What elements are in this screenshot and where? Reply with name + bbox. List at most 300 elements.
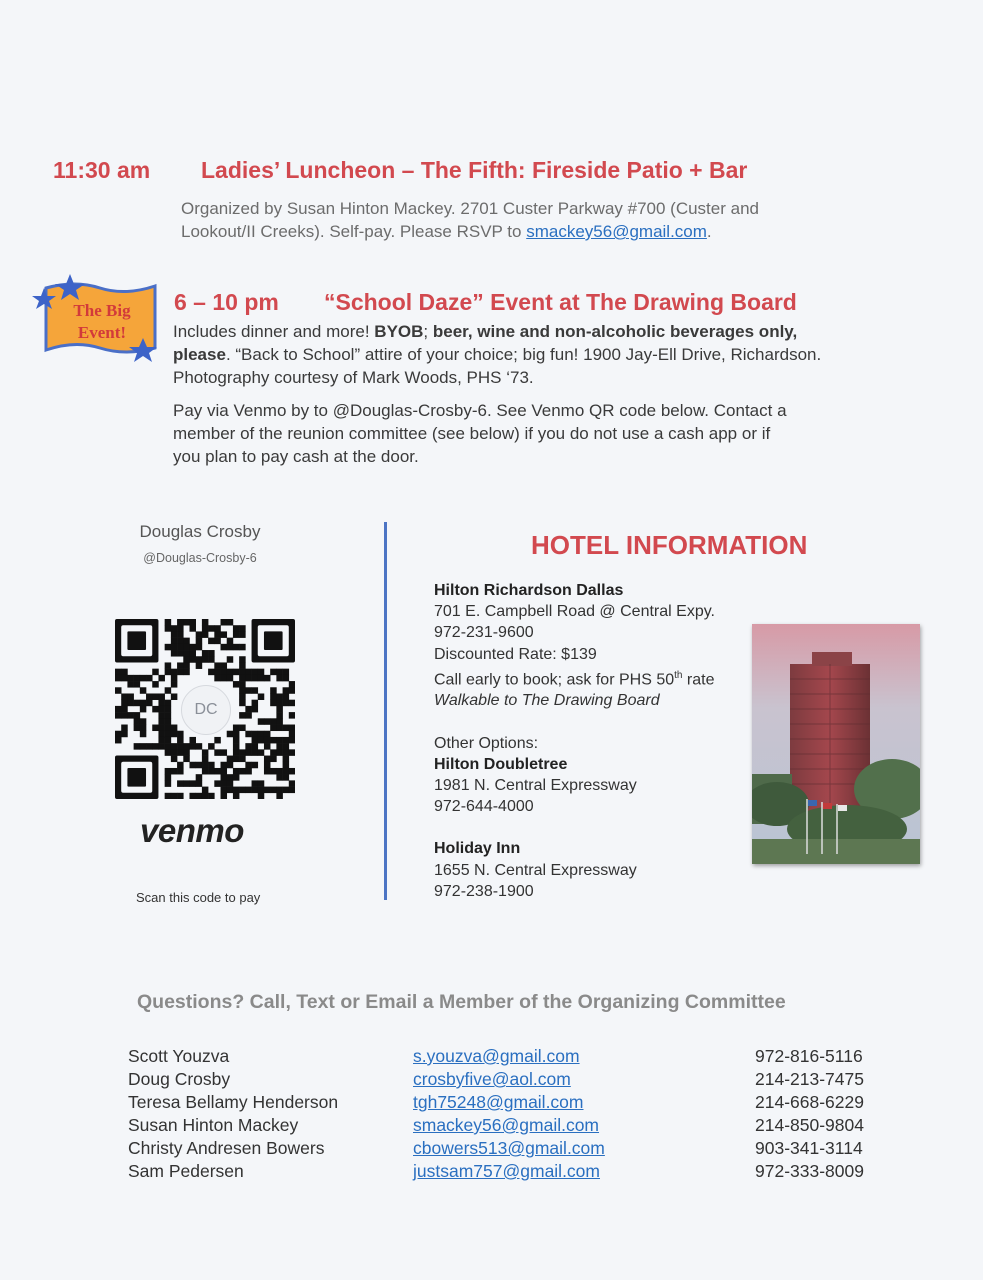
qr-module xyxy=(165,737,172,744)
qr-module xyxy=(165,793,172,799)
qr-module xyxy=(165,619,172,626)
qr-module xyxy=(183,743,190,750)
qr-module xyxy=(258,787,265,794)
qr-module xyxy=(283,756,290,763)
other-options-label: Other Options: xyxy=(434,734,539,752)
qr-module xyxy=(165,644,172,651)
qr-module xyxy=(140,706,147,713)
qr-module xyxy=(115,675,122,682)
qr-module xyxy=(233,756,240,763)
big-event-badge xyxy=(30,268,165,368)
committee-emails xyxy=(413,1045,605,1183)
qr-module xyxy=(239,787,246,794)
payment-line2: member of the reunion committee (see below) if you do not use a cash app or if xyxy=(173,424,771,443)
qr-module xyxy=(177,631,184,638)
qr-module xyxy=(208,793,215,799)
qr-module xyxy=(245,787,252,794)
qr-module xyxy=(127,712,134,719)
qr-module xyxy=(127,700,134,707)
qr-module xyxy=(127,675,134,682)
qr-module xyxy=(171,675,178,682)
qr-module xyxy=(270,787,277,794)
qr-module xyxy=(115,687,122,694)
qr-module xyxy=(227,762,234,769)
qr-module xyxy=(177,619,184,626)
qr-module xyxy=(140,675,147,682)
qr-module xyxy=(221,774,228,781)
hotel1-booking-sup: th xyxy=(674,669,683,681)
event-details-line2 xyxy=(173,343,933,366)
qr-module xyxy=(177,625,184,632)
event-text: . “Back to School” attire of your choice; big fun! 1900 Jay-Ell Drive, Richardson. xyxy=(225,345,822,364)
qr-module xyxy=(146,675,153,682)
qr-module xyxy=(276,743,283,750)
qr-module xyxy=(196,743,203,750)
qr-module xyxy=(276,718,283,725)
qr-module xyxy=(252,749,259,756)
qr-module xyxy=(134,743,141,750)
qr-module xyxy=(221,793,228,799)
qr-module xyxy=(258,718,265,725)
hotel1-rate: Discounted Rate: $139 xyxy=(434,645,597,663)
qr-module xyxy=(252,706,259,713)
qr-finder-pattern xyxy=(127,768,146,787)
luncheon-rsvp-email-link[interactable]: smackey56@gmail.com xyxy=(526,222,707,241)
qr-module xyxy=(127,681,134,688)
qr-module xyxy=(227,619,234,626)
qr-module xyxy=(208,762,215,769)
luncheon-desc-text: Lookout/II Creeks). Self-pay. Please RSVP to xyxy=(181,222,527,241)
qr-module xyxy=(239,662,246,669)
qr-module xyxy=(276,749,283,756)
qr-module xyxy=(227,756,234,763)
qr-module xyxy=(276,706,283,713)
qr-module xyxy=(270,693,277,700)
qr-module xyxy=(146,743,153,750)
event-details xyxy=(173,320,933,389)
qr-module xyxy=(283,687,290,694)
qr-module xyxy=(252,669,259,676)
qr-module xyxy=(283,762,290,769)
member-phone: 214-850-9804 xyxy=(755,1115,864,1135)
qr-module xyxy=(239,700,246,707)
qr-module xyxy=(208,650,215,657)
qr-module xyxy=(183,662,190,669)
qr-module xyxy=(283,774,290,781)
qr-module xyxy=(214,669,221,676)
qr-module xyxy=(283,700,290,707)
qr-module xyxy=(239,675,246,682)
event-text: Includes dinner and more! xyxy=(173,322,375,341)
qr-module xyxy=(171,793,178,799)
qr-module xyxy=(276,774,283,781)
qr-module xyxy=(115,712,122,719)
qr-module xyxy=(183,756,190,763)
qr-module xyxy=(239,756,246,763)
qr-module xyxy=(171,768,178,775)
qr-module xyxy=(165,718,172,725)
qr-module xyxy=(283,768,290,775)
qr-module xyxy=(189,737,196,744)
qr-module xyxy=(258,737,265,744)
badge-line2: Event! xyxy=(77,323,127,342)
qr-module xyxy=(134,712,141,719)
qr-module xyxy=(171,731,178,738)
qr-module xyxy=(283,725,290,732)
qr-module xyxy=(233,768,240,775)
qr-module xyxy=(134,681,141,688)
qr-module xyxy=(165,712,172,719)
qr-module xyxy=(289,681,295,688)
qr-module xyxy=(258,749,265,756)
qr-module xyxy=(283,749,290,756)
qr-module xyxy=(208,638,215,645)
event-time: 6 – 10 pm xyxy=(174,289,279,315)
qr-module xyxy=(152,693,159,700)
member-email-link[interactable]: justsam757@gmail.com xyxy=(413,1161,600,1181)
member-email-link[interactable]: smackey56@gmail.com xyxy=(413,1115,600,1135)
qr-module xyxy=(264,675,271,682)
payment-line3: you plan to pay cash at the door. xyxy=(173,447,419,466)
qr-module xyxy=(158,731,165,738)
qr-module xyxy=(227,780,234,787)
qr-module xyxy=(245,762,252,769)
qr-module xyxy=(258,731,265,738)
qr-module xyxy=(140,743,147,750)
qr-module xyxy=(152,669,159,676)
qr-module xyxy=(165,662,172,669)
qr-module xyxy=(189,650,196,657)
qr-module xyxy=(158,743,165,750)
qr-module xyxy=(158,706,165,713)
qr-finder-pattern xyxy=(264,631,283,650)
qr-module xyxy=(202,619,209,626)
qr-module xyxy=(245,731,252,738)
member-email-link[interactable]: tgh75248@gmail.com xyxy=(413,1092,584,1112)
qr-module xyxy=(158,737,165,744)
hotel-heading: HOTEL INFORMATION xyxy=(531,530,808,560)
qr-module xyxy=(239,725,246,732)
hotel2-address: 1981 N. Central Expressway xyxy=(434,776,637,794)
qr-module xyxy=(227,669,234,676)
qr-module xyxy=(289,780,295,787)
qr-module xyxy=(208,669,215,676)
qr-module xyxy=(233,749,240,756)
qr-module xyxy=(134,700,141,707)
badge-text xyxy=(52,300,152,344)
qr-module xyxy=(208,768,215,775)
qr-module xyxy=(221,669,228,676)
qr-module xyxy=(245,712,252,719)
luncheon-desc-period: . xyxy=(706,222,712,241)
qr-module xyxy=(270,725,277,732)
qr-module xyxy=(127,693,134,700)
qr-module xyxy=(165,780,172,787)
qr-module xyxy=(221,787,228,794)
qr-module xyxy=(196,780,203,787)
qr-module xyxy=(276,712,283,719)
qr-module xyxy=(202,625,209,632)
qr-module xyxy=(171,631,178,638)
qr-module xyxy=(177,768,184,775)
qr-module xyxy=(258,675,265,682)
qr-module xyxy=(233,631,240,638)
qr-module xyxy=(289,787,295,794)
qr-module xyxy=(177,737,184,744)
qr-module xyxy=(202,749,209,756)
qr-module xyxy=(283,693,290,700)
qr-module xyxy=(183,656,190,663)
qr-module xyxy=(189,743,196,750)
hotel3-phone: 972-238-1900 xyxy=(434,882,534,900)
qr-module xyxy=(264,737,271,744)
qr-module xyxy=(202,793,209,799)
qr-finder-pattern xyxy=(127,631,146,650)
qr-module xyxy=(196,662,203,669)
qr-module xyxy=(152,725,159,732)
qr-module xyxy=(239,669,246,676)
qr-module xyxy=(276,737,283,744)
qr-module xyxy=(221,675,228,682)
qr-module xyxy=(196,631,203,638)
qr-module xyxy=(252,675,259,682)
qr-module xyxy=(252,743,259,750)
qr-module xyxy=(276,693,283,700)
qr-module xyxy=(183,644,190,651)
event-beverages: beer, wine and non-alcoholic beverages only, xyxy=(432,322,798,341)
qr-module xyxy=(165,768,172,775)
qr-module xyxy=(283,787,290,794)
qr-module xyxy=(289,687,295,694)
member-email-link[interactable]: s.youzva@gmail.com xyxy=(413,1046,580,1066)
qr-module xyxy=(233,644,240,651)
qr-module xyxy=(121,712,128,719)
qr-module xyxy=(189,780,196,787)
qr-module xyxy=(233,774,240,781)
qr-module xyxy=(227,656,234,663)
qr-module xyxy=(245,687,252,694)
member-name: Susan Hinton Mackey xyxy=(128,1115,299,1135)
member-name: Doug Crosby xyxy=(128,1069,231,1089)
qr-module xyxy=(146,700,153,707)
qr-avatar-initials: DC xyxy=(181,685,231,735)
qr-module xyxy=(202,768,209,775)
qr-module xyxy=(171,725,178,732)
qr-module xyxy=(152,706,159,713)
qr-module xyxy=(202,762,209,769)
qr-module xyxy=(140,700,147,707)
qr-module xyxy=(158,675,165,682)
qr-module xyxy=(121,675,128,682)
qr-module xyxy=(289,731,295,738)
qr-module xyxy=(227,644,234,651)
qr-module xyxy=(202,631,209,638)
qr-module xyxy=(264,743,271,750)
qr-module xyxy=(214,631,221,638)
qr-module xyxy=(158,718,165,725)
qr-module xyxy=(183,638,190,645)
qr-module xyxy=(158,700,165,707)
qr-module xyxy=(189,644,196,651)
qr-module xyxy=(208,656,215,663)
event-text: ; xyxy=(423,322,433,341)
hotel3-name: Holiday Inn xyxy=(434,840,521,858)
venmo-qr-code[interactable] xyxy=(115,619,295,799)
qr-module xyxy=(171,669,178,676)
qr-module xyxy=(189,762,196,769)
qr-module xyxy=(171,625,178,632)
qr-module xyxy=(289,768,295,775)
event-byob: BYOB xyxy=(374,322,424,341)
qr-module xyxy=(152,743,159,750)
qr-module xyxy=(221,662,228,669)
qr-module xyxy=(177,638,184,645)
qr-module xyxy=(214,749,221,756)
qr-module xyxy=(227,638,234,645)
qr-module xyxy=(121,669,128,676)
qr-module xyxy=(165,774,172,781)
qr-module xyxy=(214,662,221,669)
qr-module xyxy=(227,787,234,794)
qr-module xyxy=(270,749,277,756)
qr-module xyxy=(134,718,141,725)
qr-module xyxy=(270,768,277,775)
hotel1-address: 701 E. Campbell Road @ Central Expy. xyxy=(434,603,715,621)
qr-module xyxy=(214,780,221,787)
qr-module xyxy=(183,749,190,756)
qr-module xyxy=(202,656,209,663)
qr-module xyxy=(121,731,128,738)
qr-module xyxy=(245,675,252,682)
qr-module xyxy=(152,681,159,688)
qr-module xyxy=(171,756,178,763)
member-email-link[interactable]: cbowers513@gmail.com xyxy=(413,1138,605,1158)
qr-module xyxy=(227,675,234,682)
qr-module xyxy=(283,737,290,744)
member-phone: 972-816-5116 xyxy=(755,1046,863,1066)
qr-module xyxy=(233,793,240,799)
event-title: “School Daze” Event at The Drawing Board xyxy=(324,289,797,315)
qr-module xyxy=(252,780,259,787)
qr-module xyxy=(183,619,190,626)
qr-module xyxy=(283,669,290,676)
hotel1-name: Hilton Richardson Dallas xyxy=(434,582,624,599)
qr-module xyxy=(239,644,246,651)
qr-module xyxy=(239,712,246,719)
qr-module xyxy=(239,687,246,694)
column-divider xyxy=(384,522,387,900)
qr-module xyxy=(239,749,246,756)
qr-module xyxy=(276,793,283,799)
qr-module xyxy=(270,756,277,763)
qr-module xyxy=(221,619,228,626)
qr-module xyxy=(227,731,234,738)
committee-phones xyxy=(755,1045,864,1183)
qr-module xyxy=(177,743,184,750)
qr-module xyxy=(239,681,246,688)
member-name: Teresa Bellamy Henderson xyxy=(128,1092,339,1112)
member-name: Scott Youzva xyxy=(128,1046,230,1066)
qr-module xyxy=(252,737,259,744)
qr-module xyxy=(134,675,141,682)
venmo-handle: @Douglas-Crosby-6 xyxy=(143,551,257,565)
qr-module xyxy=(258,693,265,700)
member-email-link[interactable]: crosbyfive@aol.com xyxy=(413,1069,571,1089)
qr-module xyxy=(202,650,209,657)
qr-module xyxy=(214,638,221,645)
qr-module xyxy=(189,619,196,626)
hotel1-booking-text: Call early to book; ask for PHS 50 xyxy=(434,671,675,689)
qr-module xyxy=(270,737,277,744)
qr-module xyxy=(171,743,178,750)
venmo-logo: venmo xyxy=(140,812,244,849)
qr-module xyxy=(289,712,295,719)
qr-module xyxy=(264,731,271,738)
qr-module xyxy=(177,749,184,756)
qr-module xyxy=(214,625,221,632)
qr-module xyxy=(276,675,283,682)
qr-module xyxy=(196,638,203,645)
qr-module xyxy=(239,693,246,700)
qr-module xyxy=(165,731,172,738)
qr-module xyxy=(171,681,178,688)
qr-module xyxy=(196,644,203,651)
qr-module xyxy=(264,768,271,775)
hotel-photo xyxy=(752,624,920,864)
qr-module xyxy=(177,731,184,738)
qr-module xyxy=(239,631,246,638)
qr-module xyxy=(115,731,122,738)
qr-module xyxy=(264,762,271,769)
committee-names xyxy=(128,1045,338,1183)
qr-module xyxy=(252,787,259,794)
qr-module xyxy=(115,706,122,713)
qr-module xyxy=(165,706,172,713)
qr-module xyxy=(165,700,172,707)
qr-module xyxy=(189,793,196,799)
luncheon-description xyxy=(181,197,881,243)
qr-module xyxy=(233,787,240,794)
qr-module xyxy=(245,743,252,750)
qr-module xyxy=(276,787,283,794)
qr-module xyxy=(233,681,240,688)
qr-module xyxy=(196,656,203,663)
qr-module xyxy=(258,669,265,676)
qr-module xyxy=(233,725,240,732)
qr-module xyxy=(239,625,246,632)
qr-module xyxy=(221,762,228,769)
luncheon-time: 11:30 am xyxy=(53,157,151,183)
qr-module xyxy=(214,675,221,682)
hotel1-booking-text: rate xyxy=(682,671,715,689)
qr-module xyxy=(245,669,252,676)
qr-module xyxy=(264,787,271,794)
qr-module xyxy=(276,725,283,732)
qr-module xyxy=(171,749,178,756)
qr-module xyxy=(177,650,184,657)
qr-module xyxy=(115,669,122,676)
qr-module xyxy=(245,749,252,756)
qr-module xyxy=(158,693,165,700)
qr-module xyxy=(177,780,184,787)
qr-module xyxy=(121,725,128,732)
qr-module xyxy=(121,693,128,700)
qr-module xyxy=(171,693,178,700)
qr-module xyxy=(158,725,165,732)
qr-module xyxy=(208,625,215,632)
qr-module xyxy=(134,725,141,732)
hotel1-booking-note xyxy=(434,665,754,691)
